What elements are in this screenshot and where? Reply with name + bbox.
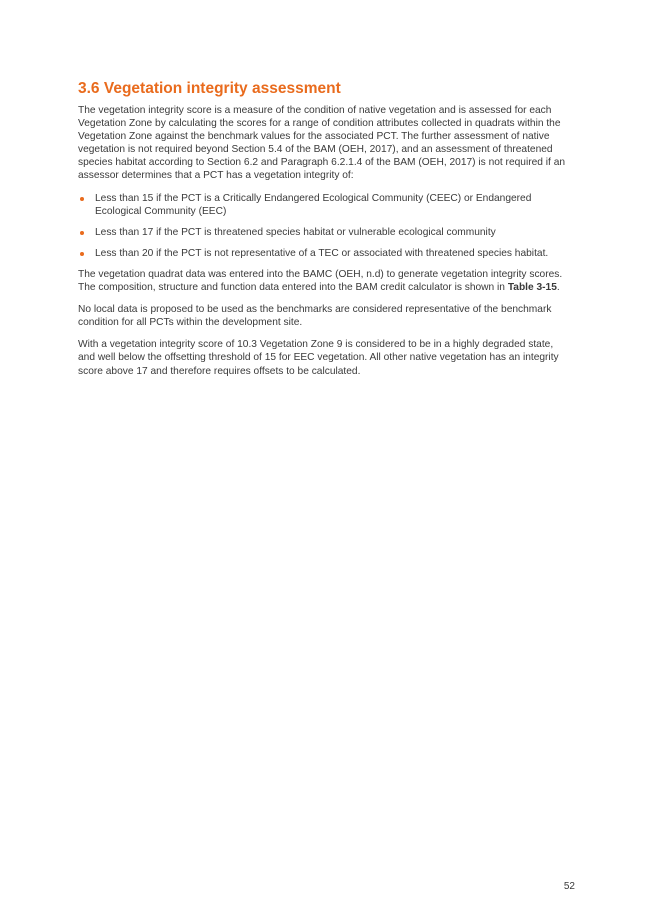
bullet-icon <box>80 197 84 201</box>
threshold-list <box>78 192 572 260</box>
bullet-icon <box>80 252 84 256</box>
section-content <box>78 80 572 387</box>
data-entry-text: The vegetation quadrat data was entered into the BAMC (OEH, n.d) to generate vegetation integrity scores. The composition, structure and function data entered into the BAM credit calculator is shown in <box>78 268 563 294</box>
list-item <box>78 247 572 260</box>
list-item <box>78 226 572 239</box>
bullet-icon <box>80 231 84 235</box>
list-item <box>78 192 572 218</box>
data-entry-paragraph <box>78 268 572 294</box>
section-heading: 3.6 Vegetation integrity assessment <box>78 80 341 97</box>
intro-paragraph: The vegetation integrity score is a measure of the condition of native vegetation and is assessed for each Vegetation Zone by calculating the scores for a range of condition attributes collected in quadrats within the Vegetation Zone against the benchmark values for the associated PCT. The further assessment of native vegetation is not required beyond Section 5.4 of the BAM (OEH, 2017), and an assessment of threatened species habitat according to Section 6.2 and Paragraph 6.2.1.4 of the BAM (OEH, 2017) is not required if an assessor determines that a PCT has a vegetation integrity of: <box>78 105 566 182</box>
list-item-text: Less than 17 if the PCT is threatened species habitat or vulnerable ecological community <box>95 226 496 238</box>
list-item-text: Less than 20 if the PCT is not representative of a TEC or associated with threatened species habitat. <box>95 247 549 259</box>
integrity-score-paragraph: With a vegetation integrity score of 10.3 Vegetation Zone 9 is considered to be in a highly degraded state, and well below the offsetting threshold of 15 for EEC vegetation. All other native vegetation has an integrity score above 17 and therefore requires offsets to be calculated. <box>78 339 559 377</box>
table-reference-link[interactable]: Table 3-15 <box>507 282 557 294</box>
page-number: 52 <box>563 881 575 892</box>
list-item-text: Less than 15 if the PCT is a Critically Endangered Ecological Community (CEEC) or Endangered Ecological Community (EEC) <box>95 192 532 217</box>
sentence-end: . <box>556 282 560 294</box>
local-data-paragraph: No local data is proposed to be used as the benchmarks are considered representative of the benchmark condition for all PCTs within the development site. <box>78 304 552 329</box>
